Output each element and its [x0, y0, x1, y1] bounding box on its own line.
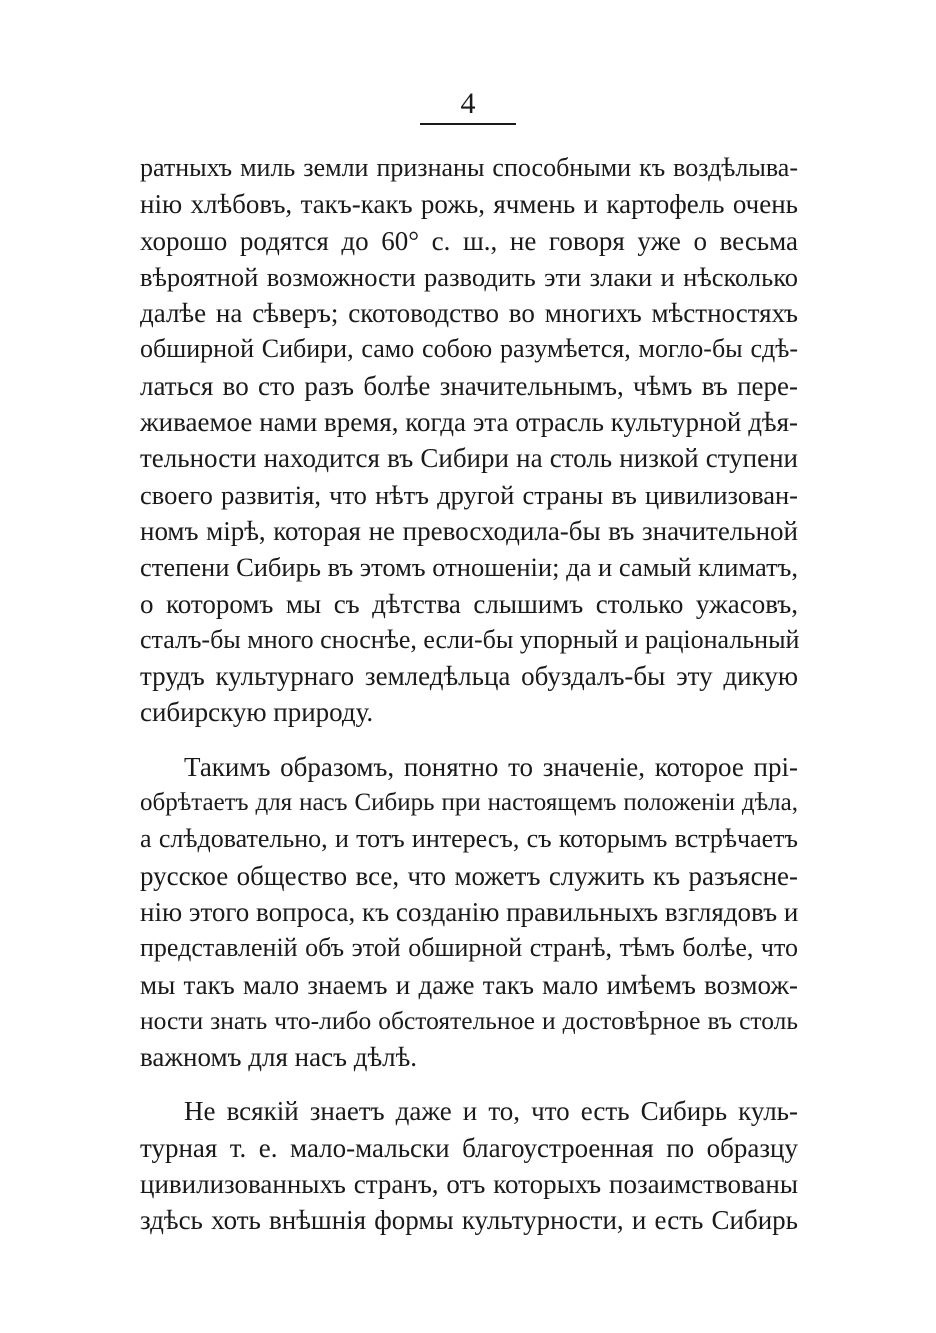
- text-line: хорошо родятся до 60° с. ш., не говоря уже о весьма: [140, 225, 798, 256]
- body-text: [140, 150, 798, 1239]
- text-line: Не всякій знаетъ даже и то, что есть Сибирь куль-: [184, 1096, 798, 1127]
- text-line: латься во сто разъ болѣе значительнымъ, чѣмъ въ пере-: [140, 370, 798, 401]
- text-line: своего развитія, что нѣтъ другой страны въ цивилизован-: [140, 479, 798, 510]
- text-line: а слѣдовательно, и тотъ интересъ, съ которымъ встрѣчаетъ: [140, 824, 798, 854]
- text-line: ратныхъ миль земли признаны способными къ воздѣлыва-: [140, 153, 798, 182]
- text-line: Такимъ образомъ, понятно то значеніе, которое прі-: [184, 751, 798, 782]
- paragraph-2: [140, 749, 798, 1076]
- text-line: степени Сибирь въ этомъ отношеніи; да и самый климатъ,: [140, 552, 798, 583]
- text-line: важномъ для насъ дѣлѣ.: [140, 1042, 418, 1073]
- text-line: тельности находится въ Сибири на столь низкой ступени: [140, 443, 798, 474]
- text-line: обширной Сибири, само собою разумѣется, могло-бы сдѣ-: [140, 334, 798, 364]
- text-line: трудъ культурнаго земледѣльца обуздалъ-бы эту дикую: [140, 661, 798, 692]
- text-line: мы такъ мало знаемъ и даже такъ мало имѣемъ возмож-: [140, 969, 798, 1000]
- text-line: здѣсь хоть внѣшнія формы культурности, и есть Сибирь: [140, 1205, 798, 1236]
- text-line: цивилизованныхъ странъ, отъ которыхъ позаимствованы: [140, 1169, 798, 1200]
- text-line: сибирскую природу.: [140, 697, 374, 728]
- text-line: русское общество все, что можетъ служить къ разъясне-: [140, 860, 798, 891]
- text-line: вѣроятной возможности разводить эти злаки и нѣсколько: [140, 261, 798, 292]
- header-rule: [420, 123, 516, 125]
- paragraph-1: [140, 150, 798, 731]
- paragraph-3: [140, 1093, 798, 1238]
- text-line: живаемое нами время, когда эта отрасль культурной дѣя-: [140, 407, 798, 438]
- paragraph-gap: [140, 1075, 798, 1093]
- text-line: турная т. е. мало-мальски благоустроенная по образцу: [140, 1132, 798, 1163]
- text-line: о которомъ мы съ дѣтства слышимъ столько ужасовъ,: [140, 588, 798, 619]
- text-line: ности знать что-либо обстоятельное и достовѣрное въ столь: [140, 1005, 798, 1035]
- text-line: обрѣтаетъ для насъ Сибирь при настоящемъ положеніи дѣла,: [140, 789, 798, 817]
- text-line: представленій объ этой обширной странѣ, тѣмъ болѣе, что: [140, 933, 798, 963]
- page-number: 4: [460, 87, 476, 120]
- text-line: нію хлѣбовъ, такъ-какъ рожь, ячмень и картофель очень: [140, 189, 798, 220]
- paragraph-gap: [140, 731, 798, 749]
- text-line: далѣе на сѣверъ; скотоводство во многихъ мѣстностяхъ: [140, 298, 798, 329]
- text-line: нію этого вопроса, къ созданію правильныхъ взглядовъ и: [140, 896, 799, 927]
- text-line: номъ мірѣ, которая не превосходила-бы въ значительной: [140, 515, 798, 546]
- text-line: сталъ-бы много сноснѣе, если-бы упорный и раціональный: [140, 624, 800, 654]
